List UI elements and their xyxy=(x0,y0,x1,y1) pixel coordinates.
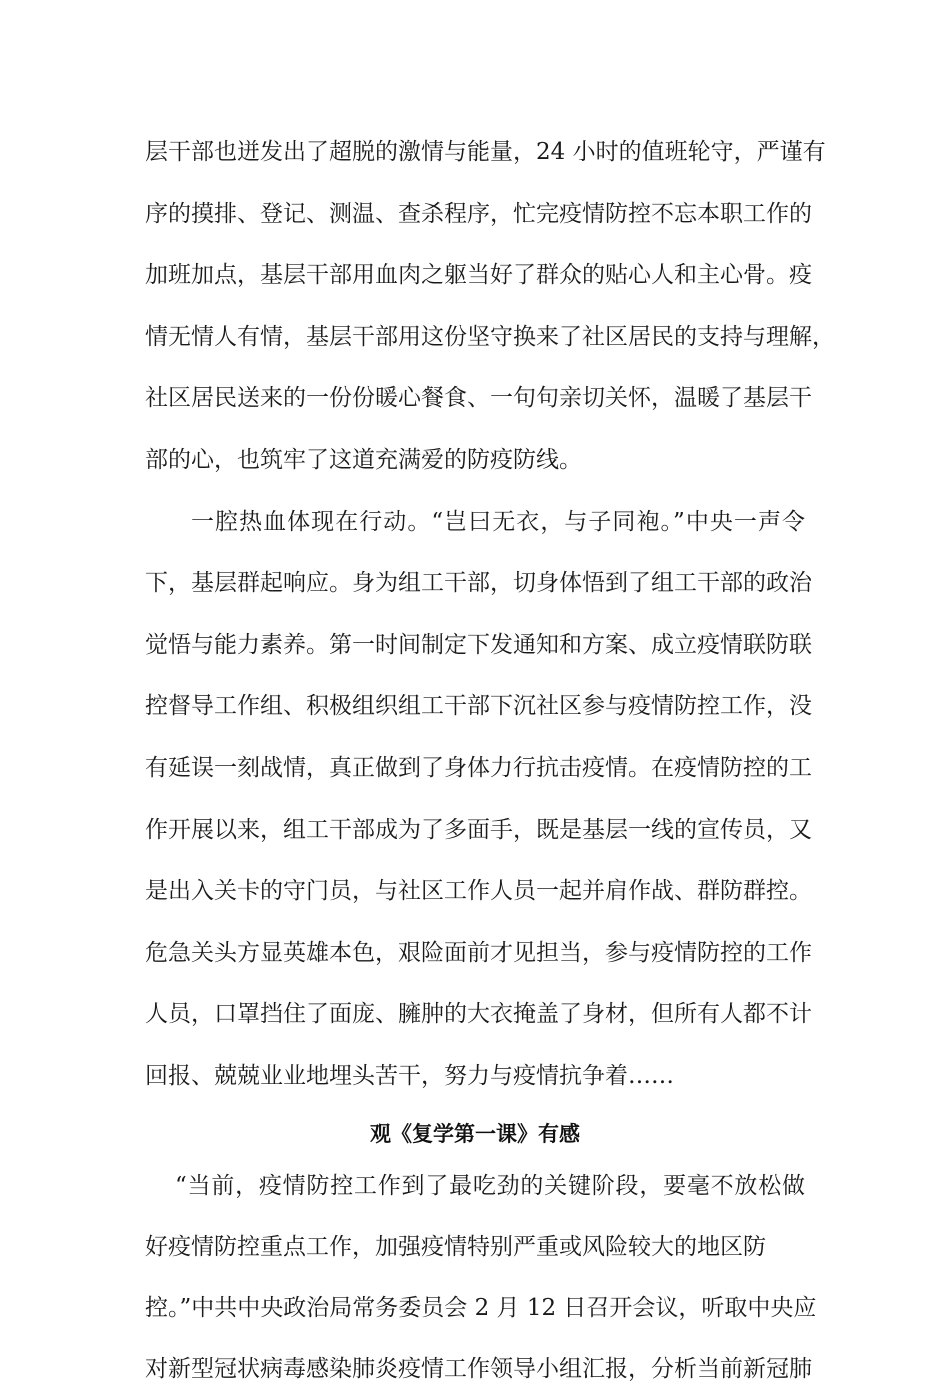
paragraph-3-line-2: 好疫情防控重点工作，加强疫情特别严重或风险较大的地区防 xyxy=(145,1234,766,1260)
paragraph-2-line-10: 回报、兢兢业业地埋头苦干，努力与疫情抗争着…… xyxy=(145,1063,674,1089)
paragraph-3-line-1: “当前，疫情防控工作到了最吃劲的关键阶段，要毫不放松做 xyxy=(175,1173,805,1199)
paragraph-1-line-6: 部的心，也筑牢了这道充满爱的防疫防线。 xyxy=(145,447,582,473)
section-heading: 观《复学第一课》有感 xyxy=(370,1122,580,1146)
paragraph-3-line-3: 控。”中共中央政治局常务委员会 2 月 12 日召开会议，听取中央应 xyxy=(145,1295,817,1321)
paragraph-1-line-5: 社区居民送来的一份份暖心餐食、一句句亲切关怀，温暖了基层干 xyxy=(145,385,812,411)
paragraph-2-line-9: 人员，口罩挡住了面庞、臃肿的大衣掩盖了身材，但所有人都不计 xyxy=(145,1001,812,1027)
paragraph-2-line-1: 一腔热血体现在行动。“岂曰无衣，与子同袍。”中央一声令 xyxy=(191,509,805,535)
paragraph-2-line-6: 作开展以来，组工干部成为了多面手，既是基层一线的宣传员，又 xyxy=(145,817,812,843)
paragraph-2-line-3: 觉悟与能力素养。第一时间制定下发通知和方案、成立疫情联防联 xyxy=(145,632,812,658)
paragraph-2-line-7: 是出入关卡的守门员，与社区工作人员一起并肩作战、群防群控。 xyxy=(145,878,812,904)
paragraph-2-line-4: 控督导工作组、积极组织组工干部下沉社区参与疫情防控工作，没 xyxy=(145,693,812,719)
paragraph-3-line-4: 对新型冠状病毒感染肺炎疫情工作领导小组汇报，分析当前新冠肺 xyxy=(145,1356,812,1382)
paragraph-2-line-2: 下，基层群起响应。身为组工干部，切身体悟到了组工干部的政治 xyxy=(145,570,812,596)
paragraph-2-line-8: 危急关头方显英雄本色，艰险面前才见担当，参与疫情防控的工作 xyxy=(145,940,812,966)
paragraph-1-line-2: 序的摸排、登记、测温、查杀程序，忙完疫情防控不忘本职工作的 xyxy=(145,201,812,227)
paragraph-1-line-4: 情无情人有情，基层干部用这份坚守换来了社区居民的支持与理解， xyxy=(145,324,835,350)
paragraph-1-line-3: 加班加点，基层干部用血肉之躯当好了群众的贴心人和主心骨。疫 xyxy=(145,262,812,288)
paragraph-2-line-5: 有延误一刻战情，真正做到了身体力行抗击疫情。在疫情防控的工 xyxy=(145,755,812,781)
paragraph-1-line-1: 层干部也迸发出了超脱的激情与能量，24 小时的值班轮守，严谨有 xyxy=(145,139,826,165)
